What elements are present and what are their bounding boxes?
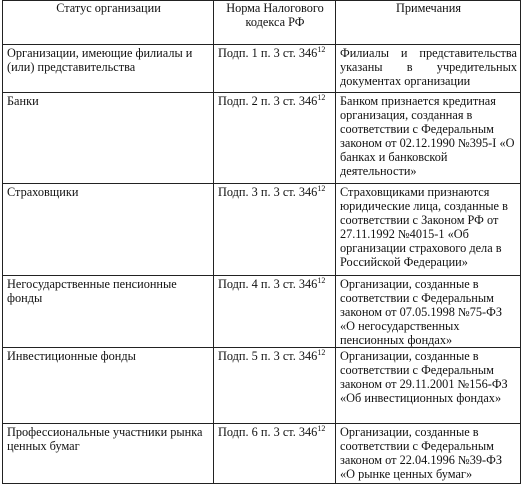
- norm-superscript: 12: [317, 348, 326, 357]
- note-cell: Банком признается кредитная организация, созданная в соответствии с Федеральным законом от 02.12.1990 №395-I «О банках и банковской деятельности»: [336, 93, 521, 184]
- table-row: [3, 424, 521, 484]
- table-row: [3, 348, 521, 424]
- header-norm: Норма Налогового кодекса РФ: [214, 1, 336, 45]
- norm-superscript: 12: [317, 184, 326, 193]
- status-cell: Инвестиционные фонды: [3, 348, 214, 424]
- header-status: Статус организации: [3, 1, 214, 45]
- norm-text: Подп. 1 п. 3 ст. 346: [218, 46, 318, 60]
- norm-text: Подп. 6 п. 3 ст. 346: [218, 425, 318, 439]
- status-cell: Банки: [3, 93, 214, 184]
- organizations-table: [2, 0, 521, 484]
- norm-cell: [214, 348, 336, 424]
- status-cell: Профессиональные участники рынка ценных бумаг: [3, 424, 214, 484]
- norm-superscript: 12: [317, 45, 326, 54]
- note-cell: Филиалы и представительства указаны в учредительных документах организации: [336, 45, 521, 93]
- norm-cell: [214, 93, 336, 184]
- norm-text: Подп. 5 п. 3 ст. 346: [218, 349, 318, 363]
- table-row: [3, 93, 521, 184]
- norm-cell: [214, 276, 336, 348]
- norm-text: Подп. 4 п. 3 ст. 346: [218, 277, 318, 291]
- norm-cell: [214, 424, 336, 484]
- note-cell: Организации, созданные в соответствии с Федеральным законом от 22.04.1996 №39-ФЗ «О рынке ценных бумаг»: [336, 424, 521, 484]
- norm-superscript: 12: [317, 93, 326, 102]
- note-cell: Страховщиками признаются юридические лица, созданные в соответствии с Законом РФ от 27.11.1992 №4015-1 «Об организации страхового дела в Российской Федерации»: [336, 184, 521, 276]
- norm-text: Подп. 2 п. 3 ст. 346: [218, 94, 318, 108]
- norm-superscript: 12: [317, 424, 326, 433]
- table-row: [3, 276, 521, 348]
- header-notes: Примечания: [336, 1, 521, 45]
- table-header-row: [3, 1, 521, 45]
- status-cell: Страховщики: [3, 184, 214, 276]
- norm-text: Подп. 3 п. 3 ст. 346: [218, 185, 318, 199]
- norm-cell: [214, 45, 336, 93]
- note-cell: Организации, созданные в соответствии с Федеральным законом от 29.11.2001 №156-ФЗ «Об инвестиционных фондах»: [336, 348, 521, 424]
- table-row: [3, 184, 521, 276]
- norm-cell: [214, 184, 336, 276]
- table-row: [3, 45, 521, 93]
- status-cell: Организации, имеющие филиалы и (или) представительства: [3, 45, 214, 93]
- note-cell: Организации, созданные в соответствии с Федеральным законом от 07.05.1998 №75-ФЗ «О негосударственных пенсионных фондах»: [336, 276, 521, 348]
- status-cell: Негосударственные пенсионные фонды: [3, 276, 214, 348]
- norm-superscript: 12: [317, 276, 326, 285]
